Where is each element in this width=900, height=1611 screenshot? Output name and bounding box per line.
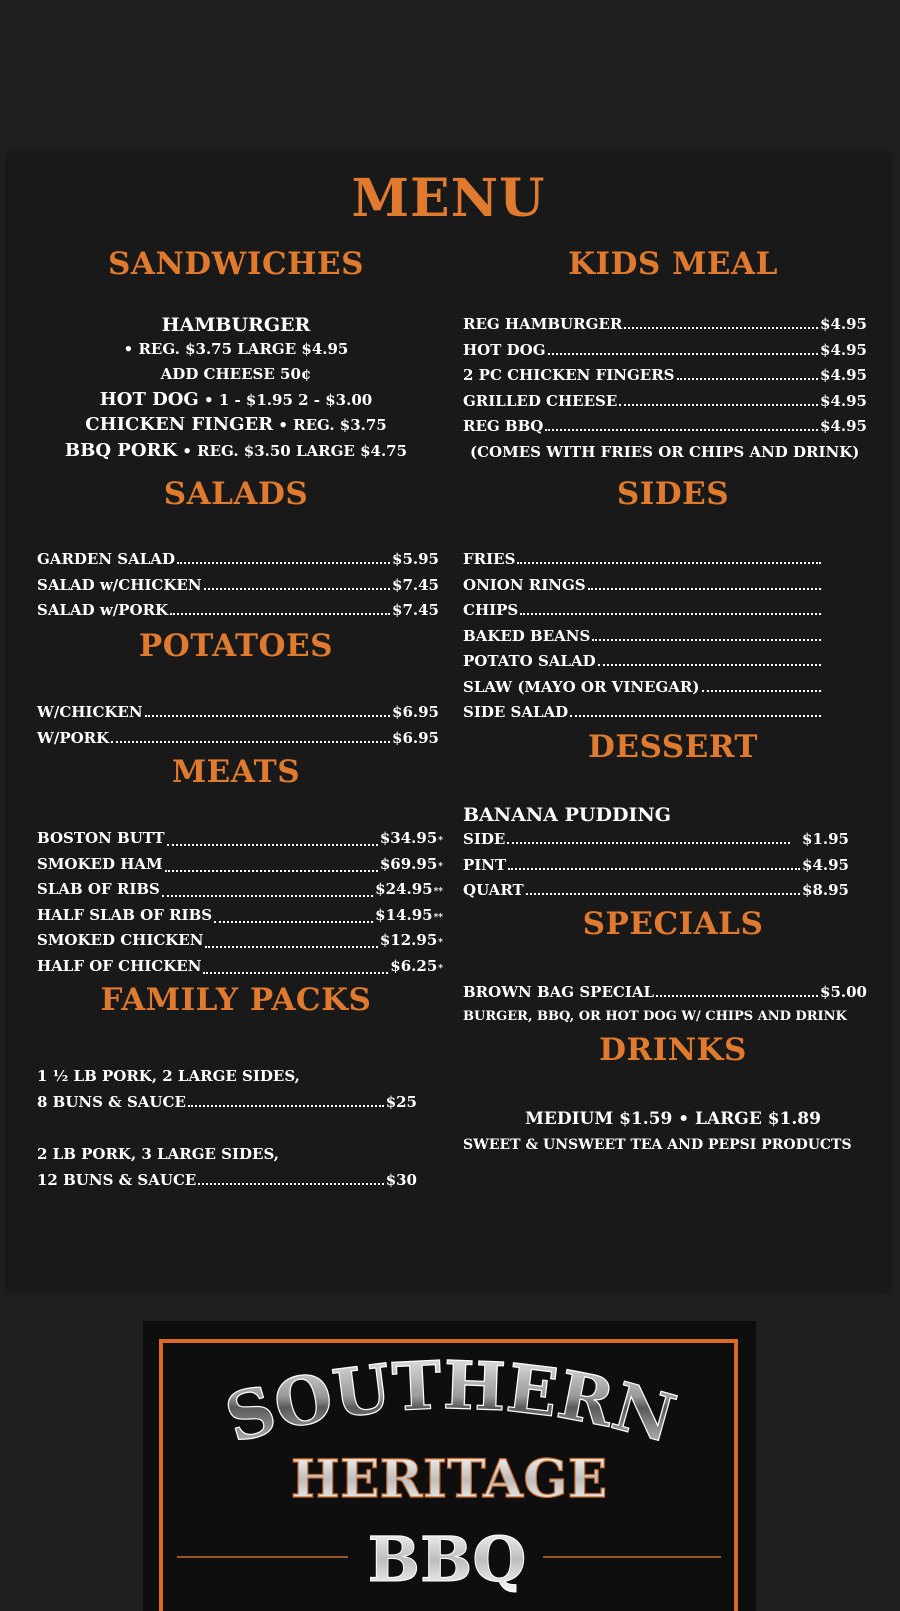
- leader-dots: [545, 426, 818, 431]
- leader-dots: [145, 712, 390, 717]
- hamburger-title: HAMBURGER: [161, 314, 311, 336]
- side-row: [463, 678, 823, 696]
- side-name: FRIES: [463, 550, 516, 568]
- family-pack-1-line-2: 8 BUNS & SAUCE: [37, 1093, 186, 1111]
- dessert-size-name: QUART: [463, 881, 524, 899]
- meat-row: [37, 906, 443, 927]
- special-description: BURGER, BBQ, OR HOT DOG W/ CHIPS AND DRINK: [463, 1009, 847, 1024]
- meat-name: HALF OF CHICKEN: [37, 957, 202, 975]
- leader-dots: [598, 661, 821, 666]
- meat-mark: *: [438, 862, 443, 872]
- kids-meal-price: $4.95: [820, 392, 867, 410]
- southern-heritage-logo: [143, 1321, 756, 1611]
- family-pack-1-line-1: 1 ½ LB PORK, 2 LARGE SIDES,: [37, 1067, 300, 1085]
- kids-meal-heading: KIDS MEAL: [568, 246, 778, 282]
- dessert-size-price: $1.95: [802, 830, 849, 848]
- kids-meal-row: [463, 341, 867, 359]
- potato-row: [37, 729, 439, 747]
- family-pack-2-line-2: 12 BUNS & SAUCE: [37, 1171, 197, 1189]
- dessert-size-row: [463, 881, 849, 899]
- kids-meal-row: [463, 417, 867, 435]
- salad-row: [37, 601, 439, 619]
- potato-price: $6.95: [392, 729, 439, 747]
- hot-dog-line: [24, 389, 448, 410]
- potato-name: W/PORK: [37, 729, 110, 747]
- meat-name: BOSTON BUTT: [37, 829, 165, 847]
- hot-dog-name: HOT DOG: [99, 389, 199, 410]
- family-pack-1-price: $25: [385, 1093, 417, 1111]
- salad-price: $7.45: [392, 601, 439, 619]
- salad-row: [37, 576, 439, 594]
- family-packs-heading: FAMILY PACKS: [100, 982, 372, 1018]
- dessert-size-row: [463, 830, 849, 848]
- side-name: POTATO SALAD: [463, 652, 596, 670]
- leader-dots: [656, 992, 818, 997]
- potato-name: W/CHICKEN: [37, 703, 143, 721]
- meat-name: SLAB OF RIBS: [37, 880, 160, 898]
- salad-name: GARDEN SALAD: [37, 550, 175, 568]
- leader-dots: [702, 687, 822, 692]
- meat-name: HALF SLAB OF RIBS: [37, 906, 213, 924]
- family-pack-2-row: [37, 1171, 417, 1189]
- meat-row: [37, 855, 443, 876]
- leader-dots: [592, 636, 821, 641]
- meat-row: [37, 957, 443, 978]
- family-pack-1-row: [37, 1093, 417, 1111]
- family-pack-2-line-1: 2 LB PORK, 3 LARGE SIDES,: [37, 1145, 279, 1163]
- bbq-pork-prices: • REG. $3.50 LARGE $4.75: [177, 442, 408, 460]
- logo-bbq-text: BBQ: [367, 1523, 527, 1596]
- meat-mark: **: [433, 887, 443, 897]
- special-name: BROWN BAG SPECIAL: [463, 983, 655, 1001]
- potato-row: [37, 703, 439, 721]
- salad-name: SALAD w/CHICKEN: [37, 576, 202, 594]
- leader-dots: [517, 559, 821, 564]
- bbq-pork-line: [24, 440, 448, 461]
- meat-row: [37, 880, 443, 901]
- leader-dots: [203, 969, 388, 974]
- side-name: ONION RINGS: [463, 576, 586, 594]
- hamburger-prices: • REG. $3.75 LARGE $4.95: [123, 340, 349, 358]
- kids-meal-row: [463, 366, 867, 384]
- leader-dots: [508, 865, 800, 870]
- logo-graphic: [143, 1321, 756, 1600]
- leader-dots: [198, 1180, 383, 1185]
- leader-dots: [588, 585, 821, 590]
- side-name: SIDE SALAD: [463, 703, 569, 721]
- leader-dots: [677, 375, 819, 380]
- leader-dots: [548, 350, 819, 355]
- logo-heritage-text: HERITAGE: [290, 1449, 608, 1510]
- meat-price: $34.95: [379, 829, 438, 847]
- menu-title: MENU: [351, 168, 546, 229]
- kids-meal-note: (COMES WITH FRIES OR CHIPS AND DRINK): [470, 443, 860, 461]
- leader-dots: [162, 892, 373, 897]
- side-row: [463, 576, 823, 594]
- dessert-size-name: PINT: [463, 856, 507, 874]
- kids-meal-row: [463, 392, 867, 410]
- leader-dots: [507, 839, 790, 844]
- special-price: $5.00: [820, 983, 867, 1001]
- chicken-finger-name: CHICKEN FINGER: [85, 414, 274, 435]
- side-name: BAKED BEANS: [463, 627, 591, 645]
- salad-name: SALAD w/PORK: [37, 601, 169, 619]
- family-pack-2-price: $30: [385, 1171, 417, 1189]
- add-cheese: ADD CHEESE 50¢: [160, 365, 312, 383]
- side-row: [463, 703, 823, 721]
- dessert-size-row: [463, 856, 849, 874]
- kids-meal-name: GRILLED CHEESE: [463, 392, 618, 410]
- leader-dots: [170, 610, 390, 615]
- salad-row: [37, 550, 439, 568]
- side-row: [463, 627, 823, 645]
- leader-dots: [624, 324, 818, 329]
- drinks-heading: DRINKS: [599, 1032, 747, 1068]
- specials-heading: SPECIALS: [582, 906, 764, 942]
- sides-heading: SIDES: [616, 476, 730, 512]
- leader-dots: [520, 610, 821, 615]
- special-row: [463, 983, 867, 1001]
- dessert-size-price: $8.95: [802, 881, 849, 899]
- side-name: SLAW (MAYO OR VINEGAR): [463, 678, 700, 696]
- sandwiches-heading: SANDWICHES: [108, 246, 364, 282]
- kids-meal-name: REG BBQ: [463, 417, 544, 435]
- kids-meal-price: $4.95: [820, 341, 867, 359]
- drinks-description: SWEET & UNSWEET TEA AND PEPSI PRODUCTS: [463, 1137, 852, 1153]
- kids-meal-name: 2 PC CHICKEN FINGERS: [463, 366, 675, 384]
- potato-price: $6.95: [392, 703, 439, 721]
- potatoes-heading: POTATOES: [138, 628, 334, 664]
- kids-meal-price: $4.95: [820, 315, 867, 333]
- logo-southern-text: SOUTHERN: [216, 1345, 684, 1459]
- leader-dots: [111, 738, 390, 743]
- meat-price: $24.95: [375, 880, 433, 898]
- leader-dots: [177, 559, 390, 564]
- meat-mark: *: [438, 938, 443, 948]
- meat-price: $6.25: [390, 957, 438, 975]
- kids-meal-name: REG HAMBURGER: [463, 315, 623, 333]
- salad-price: $7.45: [392, 576, 439, 594]
- meats-heading: MEATS: [171, 754, 301, 790]
- side-row: [463, 550, 823, 568]
- meat-mark: *: [438, 964, 443, 974]
- leader-dots: [526, 890, 800, 895]
- dessert-size-price: $4.95: [802, 856, 849, 874]
- leader-dots: [188, 1102, 384, 1107]
- leader-dots: [205, 943, 377, 948]
- kids-meal-price: $4.95: [820, 417, 867, 435]
- salad-price: $5.95: [392, 550, 439, 568]
- leader-dots: [619, 401, 818, 406]
- bbq-pork-name: BBQ PORK: [64, 440, 178, 461]
- leader-dots: [167, 841, 378, 846]
- kids-meal-price: $4.95: [820, 366, 867, 384]
- salads-heading: SALADS: [163, 476, 309, 512]
- dessert-heading: DESSERT: [587, 729, 759, 765]
- meat-row: [37, 829, 443, 850]
- meat-name: SMOKED CHICKEN: [37, 931, 204, 949]
- leader-dots: [214, 918, 373, 923]
- chicken-finger-line: [24, 414, 448, 435]
- meat-price: $14.95: [375, 906, 433, 924]
- meat-name: SMOKED HAM: [37, 855, 163, 873]
- leader-dots: [204, 585, 390, 590]
- leader-dots: [165, 867, 378, 872]
- side-row: [463, 601, 823, 619]
- chicken-finger-prices: • REG. $3.75: [273, 416, 387, 434]
- hot-dog-prices: • 1 - $1.95 2 - $3.00: [198, 391, 373, 409]
- side-name: CHIPS: [463, 601, 519, 619]
- meat-mark: **: [433, 913, 443, 923]
- meat-mark: *: [438, 836, 443, 846]
- meat-price: $12.95: [379, 931, 438, 949]
- drink-sizes: MEDIUM $1.59 • LARGE $1.89: [525, 1109, 821, 1129]
- meat-row: [37, 931, 443, 952]
- leader-dots: [570, 712, 821, 717]
- meat-price: $69.95: [379, 855, 438, 873]
- side-row: [463, 652, 823, 670]
- dessert-size-name: SIDE: [463, 830, 506, 848]
- kids-meal-row: [463, 315, 867, 333]
- menu-card: [8, 154, 889, 1290]
- kids-meal-name: HOT DOG: [463, 341, 546, 359]
- dessert-item: BANANA PUDDING: [463, 804, 671, 826]
